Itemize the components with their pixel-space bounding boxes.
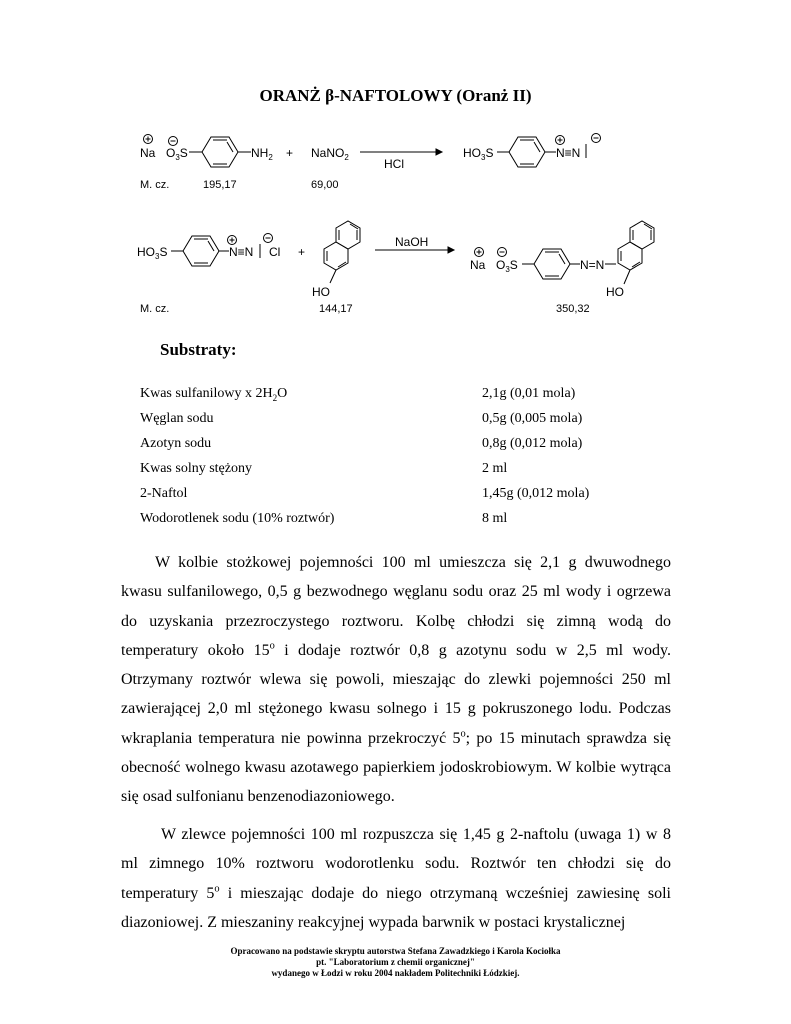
substrate-name: Kwas solny stężony <box>140 461 252 476</box>
footer-line: wydanego w Łodzi w roku 2004 nakładem Politechniki Łódzkiej. <box>271 968 520 978</box>
footer-line: Opracowano na podstawie skryptu autorstwa Stefana Zawadzkiego i Karola Kociołka <box>230 946 561 956</box>
r2-ho: HO <box>312 285 330 299</box>
substrate-name: Azotyn sodu <box>140 436 212 451</box>
mw2-label: M. cz. <box>140 303 170 315</box>
r1-nh2: $NH_2$ <box>251 146 273 162</box>
r1-diazonium: N≡N <box>556 146 581 160</box>
substrate-amount: 1,45g (0,012 mola) <box>482 486 590 501</box>
substrate-name: Wodorotlenek sodu (10% roztwór) <box>140 511 335 526</box>
substrate-amount: 0,5g (0,005 mola) <box>482 411 583 426</box>
mw2-a: 144,17 <box>319 303 353 315</box>
r1-plus: + <box>286 146 294 160</box>
r2-ho-product: HO <box>606 285 624 299</box>
r1-nano2: NaNO$_2$ <box>311 146 349 162</box>
r2-azo: N=N <box>580 258 605 272</box>
r2-cl: Cl <box>269 245 281 259</box>
reaction-scheme <box>0 0 791 330</box>
r1-na: Na <box>140 146 156 160</box>
mw1-b: 69,00 <box>311 179 339 191</box>
procedure-paragraph-2: W zlewce pojemności 100 ml rozpuszcza się 1,45 g 2-naftolu (uwaga 1) w 8 ml zimnego 10% roztworu wodorotlenku sodu. Roztwór ten chłodzi się do temperatury 5$^o$ i mieszając dodaje do niego otrzymaną wcześniej zawiesinę soli diazoniowej. Z mieszaniny reakcyjnej wypada barwnik w postaci krystalicznej <box>121 826 671 931</box>
r2-ho3s: $HO_3S$ <box>137 245 168 261</box>
footer <box>0 946 791 979</box>
r2-plus: + <box>298 245 306 259</box>
r2-o3s: $O_3S$ <box>496 258 518 274</box>
substrate-amount: 8 ml <box>482 511 508 526</box>
r2-diazonium: N≡N <box>229 245 254 259</box>
r2-naoh: NaOH <box>395 235 429 249</box>
substrate-name: 2-Naftol <box>140 486 188 501</box>
footer-line: pt. "Laboratorium z chemii organicznej" <box>316 957 475 967</box>
substrates-heading: Substraty: <box>160 340 237 359</box>
mw2-b: 350,32 <box>556 303 590 315</box>
substrate-name: Węglan sodu <box>140 411 214 426</box>
r1-ho3s: $HO_3S$ <box>463 146 494 162</box>
substrate-amount: 2 ml <box>482 461 508 476</box>
mw1-a: 195,17 <box>203 179 237 191</box>
substrate-amount: 2,1g (0,01 mola) <box>482 386 576 401</box>
page-title: ORANŻ β-NAFTOLOWY (Oranż II) <box>259 86 532 105</box>
substrate-name: Kwas sulfanilowy x $2H_2O$ <box>140 386 288 403</box>
r1-hcl: HCl <box>384 157 404 171</box>
r2-na: Na <box>470 258 486 272</box>
r1-o3s: $O_3S$ <box>166 146 188 162</box>
procedure-paragraph-1: W kolbie stożkowej pojemności 100 ml umieszcza się 2,1 g dwuwodnego kwasu sulfanilowego, 0,5 g bezwodnego węglanu sodu oraz 25 ml wody i ogrzewa do uzyskania przezroczystego roztworu. Kolbę chłodzi się zimną wodą do temperatury około 15$^o$ i dodaje roztwór 0,8 g azotynu sodu w 2,5 ml wody. Otrzymany roztwór wlewa się powoli, mieszając do zlewki pojemności 250 ml zawierającej 2,0 ml stężonego kwasu solnego i 15 g pokruszonego lodu. Podczas wkraplania temperatura nie powinna przekroczyć 5$^o$; po 15 minutach sprawdza się obecność wolnego kwasu azotawego papierkiem jodoskrobiowym. W kolbie wytrąca się osad sulfonianu benzenodiazoniowego. <box>121 554 672 806</box>
substrate-amount: 0,8g (0,012 mola) <box>482 436 583 451</box>
mw1-label: M. cz. <box>140 179 170 191</box>
